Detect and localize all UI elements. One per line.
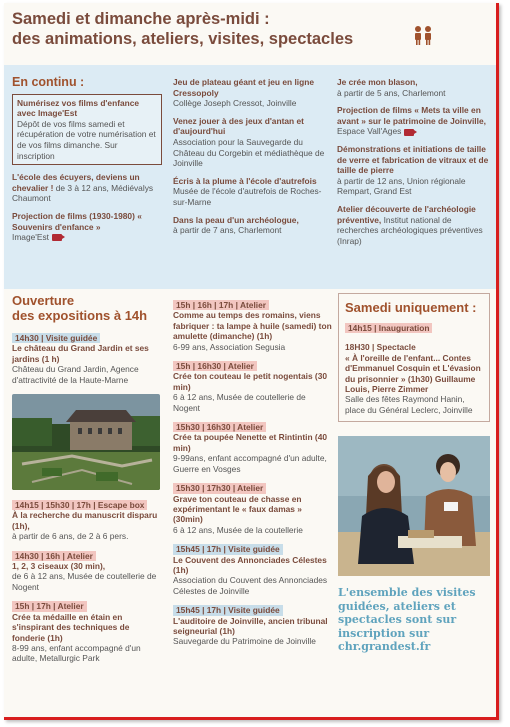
event-time-tag: 14h30 | 16h | Atelier <box>12 551 96 561</box>
en-continu-col-1 <box>12 77 162 250</box>
en-continu-col-2 <box>173 77 331 243</box>
samedi-uniquement-box <box>338 293 490 422</box>
event-item: 15h | 16h30 | Atelier Crée ton couteau le petit nogentais (30 min) 6 à 12 ans, Musée de coutellerie de Nogent <box>173 361 328 413</box>
schedule-col-right <box>338 293 490 654</box>
event-item: 14h30 | 16h | Atelier 1, 2, 3 ciseaux (30 min), de 6 à 12 ans, Musée de coutellerie de Nogent <box>12 550 157 592</box>
movie-camera-icon <box>52 234 62 241</box>
event-time-tag: 15h | 16h | 17h | Atelier <box>173 300 269 310</box>
chateau-photo <box>12 394 160 490</box>
en-continu-col-3 <box>337 77 489 253</box>
event-time-tag: 15h | 17h | Atelier <box>12 601 87 611</box>
event-time-tag: 14h30 | Visite guidée <box>12 333 100 343</box>
en-continu-item: Projection de films (1930-1980) « Souvenirs d'enfance » Image'Est <box>12 210 142 243</box>
en-continu-item: Jeu de plateau géant et jeu en ligne Cressopoly Collège Joseph Cressot, Joinville <box>173 77 315 109</box>
header-line-2: des animations, ateliers, visites, spectacles <box>12 30 354 48</box>
en-continu-item: Atelier découverte de l'archéologie préventive, Institut national de recherches archéologiques préventives (Inrap) <box>337 203 483 246</box>
event-time-tag: 14h15 | Inauguration <box>345 323 432 333</box>
en-continu-item: Écris à la plume à l'école d'autrefois Musée de l'école d'autrefois de Roches-sur-Marne <box>173 175 322 207</box>
event-item: 14h30 | Visite guidée Le château du Grand Jardin et ses jardins (1 h) Château du Grand Jardin, Agence d'attractivité de la Haute-Marne <box>12 333 149 385</box>
movie-camera-icon <box>404 129 414 136</box>
event-item: 15h | 17h | Atelier Crée ta médaille en étain en s'inspirant des techniques de fonderie (1h) 8-99 ans, enfant accompagné d'un adulte, Metallurgic Park <box>12 601 141 664</box>
event-time-tag: 14h15 | 15h30 | 17h | Escape box <box>12 500 147 510</box>
people-icon <box>411 25 435 45</box>
en-continu-item: Démonstrations et initiations de taille de verre et fabrication de vitraux et de taille de pierre à partir de 12 ans, Union régionale Rempart, Grand Est <box>337 143 489 197</box>
samedi-title: Samedi uniquement : <box>345 300 477 315</box>
en-continu-item: Venez jouer à des jeux d'antan et d'aujourd'hui Association pour la Sauvegarde du Château du Corgebin et médiathèque de Joinville <box>173 115 325 169</box>
en-continu-item: Projection de films « Mets ta ville en avant » sur le patrimoine de Joinville, Espace Vall'Ages <box>337 105 486 137</box>
event-item: 15h30 | 17h30 | Atelier Grave ton couteau de chasse en expérimentant le « faux damas » (30min) 6 à 12 ans, Musée de la coutellerie <box>173 483 303 535</box>
event-item: 15h45 | 17h | Visite guidée Le Couvent des Annonciades Célestes (1h) Association du Couvent des Annonciades Célestes de Joinville <box>173 544 328 596</box>
poster-page <box>4 3 499 720</box>
en-continu-item: Dans la peau d'un archéologue, à partir de 7 ans, Charlemont <box>173 214 299 236</box>
inscription-cta: L'ensemble des visites guidées, ateliers et spectacles sont sur inscription sur chr.grandest.fr <box>338 586 476 654</box>
event-time-tag: 15h45 | 17h | Visite guidée <box>173 544 283 554</box>
event-time-tag: 15h45 | 17h | Visite guidée <box>173 605 283 615</box>
event-item <box>345 323 483 333</box>
event-time-tag: 15h30 | 16h30 | Atelier <box>173 422 266 432</box>
ouverture-title: Ouverture des expositions à 14h <box>12 293 148 323</box>
event-item: 15h45 | 17h | Visite guidée L'auditoire de Joinville, ancien tribunal seigneurial (1h) Sauvegarde du Patrimoine de Joinville <box>173 605 328 647</box>
event-time-tag: 15h30 | 17h30 | Atelier <box>173 483 266 493</box>
en-continu-item: Je crée mon blason, à partir de 5 ans, Charlemont <box>337 77 446 98</box>
event-item: 15h | 16h | 17h | Atelier Comme au temps des romains, viens fabriquer : ta lampe à huile (samedi) ton amulette (dimanche) (1h) 6-99 ans, Association Segusia <box>173 300 332 352</box>
schedule-col-middle <box>173 300 333 656</box>
en-continu-item: Numérisez vos films d'enfance avec Image'Est Dépôt de vos films samedi et récupération de votre numérisation et de vos films dimanche. Sur inscription <box>12 94 162 166</box>
schedule-col-left <box>12 293 162 673</box>
en-continu-title: En continu : <box>12 75 85 89</box>
event-item: 14h15 | 15h30 | 17h | Escape box À la recherche du manuscrit disparu (1h), à partir de 6 ans, de 2 à 6 pers. <box>12 500 158 542</box>
event-time-tag: 15h | 16h30 | Atelier <box>173 361 257 371</box>
event-item: 15h30 | 16h30 | Atelier Crée ta poupée Nenette et Rintintin (40 min) 9-99ans, enfant accompagné d'un adulte, Guerre en Vosges <box>173 422 328 474</box>
workshop-photo <box>338 436 490 576</box>
en-continu-item: L'école des écuyers, deviens un chevalier ! de 3 à 12 ans, Médiévalys Chaumont <box>12 172 154 204</box>
event-item: 18H30 | Spectacle « À l'oreille de l'enfant... Contes d'Emmanuel Cosquin et L'évasion du prisonnier » (1h30) Guillaume Louis, Pierre Zimmer Salle des fêtes Raymond Hanin, place du Général Leclerc, Joinville <box>345 342 481 415</box>
header-line-1: Samedi et dimanche après-midi : <box>12 10 270 28</box>
